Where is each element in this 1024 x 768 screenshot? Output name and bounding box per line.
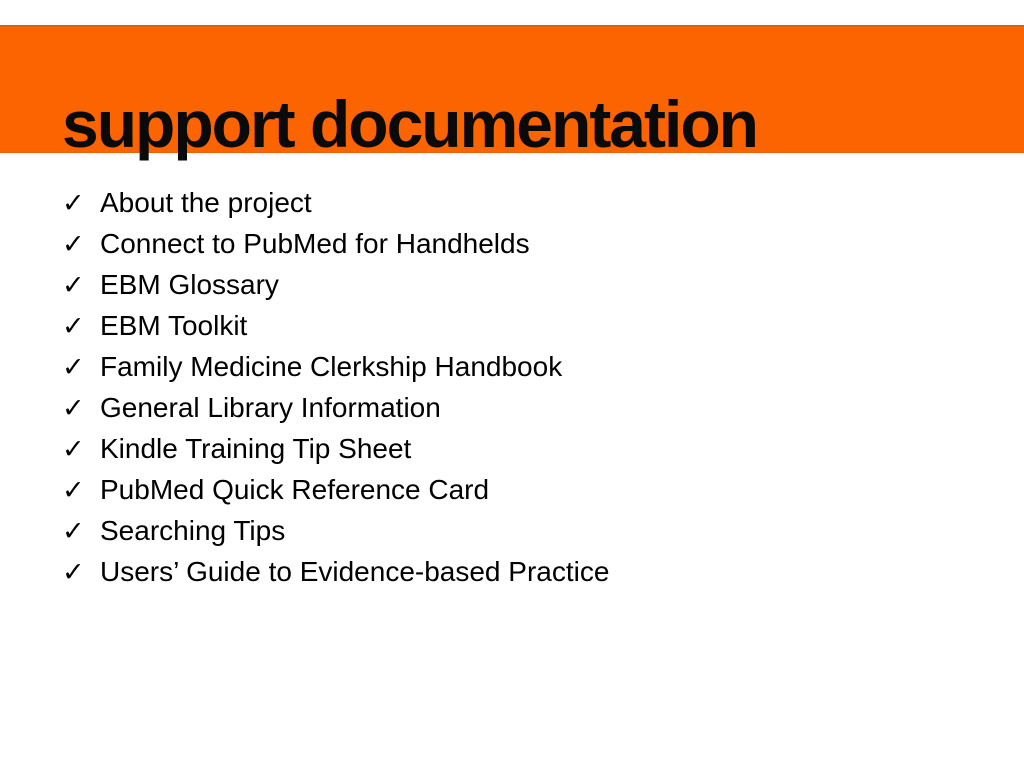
list-item (62, 223, 609, 264)
title-bar (0, 25, 1024, 161)
check-mark-icon: ✓ (62, 393, 85, 423)
list-item-label: Family Medicine Clerkship Handbook (100, 351, 563, 382)
check-mark-icon: ✓ (62, 475, 85, 505)
list-item (62, 428, 609, 469)
list-item-label: Searching Tips (100, 515, 286, 546)
list-item-label: Users’ Guide to Evidence-based Practice (100, 556, 610, 587)
list-item (62, 305, 609, 346)
check-mark-icon: ✓ (62, 229, 85, 259)
check-mark-icon: ✓ (62, 434, 85, 464)
list-item (62, 551, 609, 592)
list-item-label: Kindle Training Tip Sheet (100, 433, 412, 464)
check-mark-icon: ✓ (62, 188, 85, 218)
check-mark-icon: ✓ (62, 311, 85, 341)
check-mark-icon: ✓ (62, 270, 85, 300)
check-mark-icon: ✓ (62, 352, 85, 382)
list-item-label: Connect to PubMed for Handhelds (100, 228, 530, 259)
checklist (0, 182, 609, 592)
list-item (62, 264, 609, 305)
page-title: support documentation (62, 87, 757, 161)
list-item (62, 182, 609, 223)
list-item-label: PubMed Quick Reference Card (100, 474, 490, 505)
list-item (62, 469, 609, 510)
list-item (62, 346, 609, 387)
list-item-label: About the project (100, 187, 312, 218)
check-mark-icon: ✓ (62, 516, 85, 546)
list-item-label: EBM Glossary (100, 269, 279, 300)
list-item (62, 387, 609, 428)
list-item-label: EBM Toolkit (100, 310, 248, 341)
list-item (62, 510, 609, 551)
list-item-label: General Library Information (100, 392, 441, 423)
check-mark-icon: ✓ (62, 557, 85, 587)
